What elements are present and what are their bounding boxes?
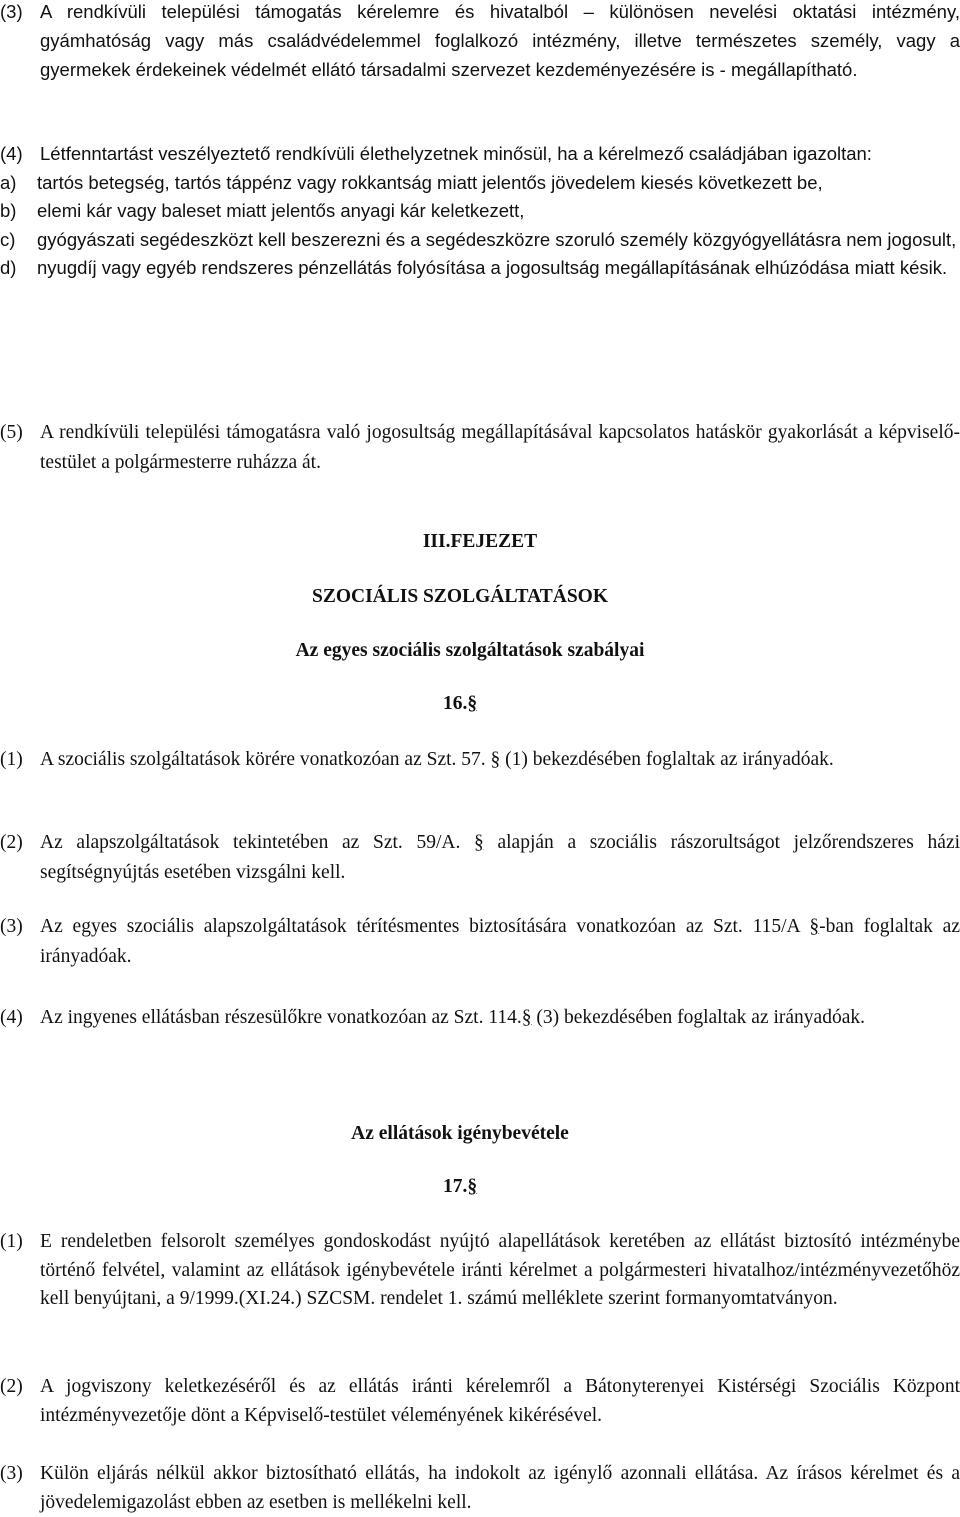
section-sign: § [474, 832, 484, 853]
section-16-paragraph-3: (3) Az egyes szociális alapszolgáltatások térítésmentes biztosítására vonatkozóan az Szt. 115/A §-ban foglaltak az irányadóak. [0, 916, 960, 967]
section-17-heading: 17.§ [442, 1176, 478, 1197]
paragraph-text: A rendkívüli települési támogatásra való jogosultság megállapításával kapcsolatos hatáskör gyakorlását a képviselő-testület a polgármesterre ruházza át. [40, 422, 960, 473]
chapter-subtitle: Az egyes szociális szolgáltatások szabályai [295, 640, 645, 661]
chapter-number: III.FEJEZET [422, 531, 538, 552]
section-sign: § [467, 1176, 478, 1197]
subheading-services-use: Az ellátások igénybevétele [351, 1123, 569, 1144]
section-sign: § [521, 1007, 532, 1028]
section-sign: § [467, 693, 478, 714]
list-item: b) elemi kár vagy baleset miatt jelentős anyagi kár keletkezett, [0, 200, 525, 222]
section-sign: § [809, 916, 820, 937]
paragraph-5-delegation [0, 418, 960, 478]
section-16-paragraph-4: (4) Az ingyenes ellátásban részesülőkre vonatkozóan az Szt. 114.§ (3) bekezdésében foglaltak az irányadóak. [0, 1007, 865, 1028]
paragraph-text: A rendkívüli települési támogatás kérelemre és hivatalból – különösen nevelési oktatási intézmény, gyámhatóság vagy más családvédelemmel foglalkozó intézmény, illetve természetes személy, vagy a gyermekek érdekeinek védelmét ellátó társadalmi szervezet kezdeményezésére is - megállapítható. [40, 1, 960, 80]
section-16-heading: 16.§ [442, 693, 478, 714]
list-item: d) nyugdíj vagy egyéb rendszeres pénzellátás folyósítása a jogosultság megállapításának elhúzódása miatt késik. [0, 257, 948, 279]
section-17-paragraph-2: (2) A jogviszony keletkezéséről és az ellátás iránti kérelemről a Bátonyterenyei Kistérségi Szociális Központ intézményvezetője dönt a Képviselő-testület véleményének kikérésével. [0, 1376, 960, 1426]
section-16-paragraph-2: (2) Az alapszolgáltatások tekintetében az Szt. 59/A. § alapján a szociális rászorultságot jelzőrendszeres házi segítségnyújtás esetében vizsgálni kell. [0, 832, 960, 883]
paragraph-3-support [0, 0, 960, 84]
paragraph-4-crisis [0, 140, 960, 283]
section-17-paragraph-1: (1) E rendeletben felsorolt személyes gondoskodást nyújtó alapellátások keretében az ellátást biztosító intézménybe történő felvétel, valamint az ellátások igénybevétele iránti kérelmet a polgármesteri hivatalhoz/intézményvezetőhöz kell benyújtani, a 9/1999.(XI.24.) SZCSM. rendelet 1. számú melléklete szerint formanyomtatványon. [0, 1231, 960, 1309]
list-item: a) tartós betegség, tartós táppénz vagy rokkantság miatt jelentős jövedelem kiesés következett be, [0, 171, 823, 193]
condition-list [0, 169, 960, 283]
list-item: c) gyógyászati segédeszközt kell beszerezni és a segédeszközre szoruló személy közgyógyellátásra nem jogosult, [0, 228, 957, 250]
chapter-title: SZOCIÁLIS SZOLGÁLTATÁSOK [311, 586, 609, 607]
paragraph-number: (4) [0, 143, 23, 164]
section-17-paragraph-3: (3) Külön eljárás nélkül akkor biztosítható ellátás, ha indokolt az igénylő azonnali ellátása. Az írásos kérelmet és a jövedelemigazolást ebben az esetben is mellékelni kell. [0, 1463, 960, 1513]
section-16-paragraph-1: (1) A szociális szolgáltatások körére vonatkozóan az Szt. 57. § (1) bekezdésében foglaltak az irányadóak. [0, 749, 834, 770]
section-sign: § [490, 749, 501, 770]
paragraph-intro: Létfenntartást veszélyeztető rendkívüli élethelyzetnek minősül, ha a kérelmező családjában igazoltan: [40, 143, 872, 164]
paragraph-number: (5) [0, 422, 23, 443]
paragraph-number: (3) [0, 1, 23, 22]
